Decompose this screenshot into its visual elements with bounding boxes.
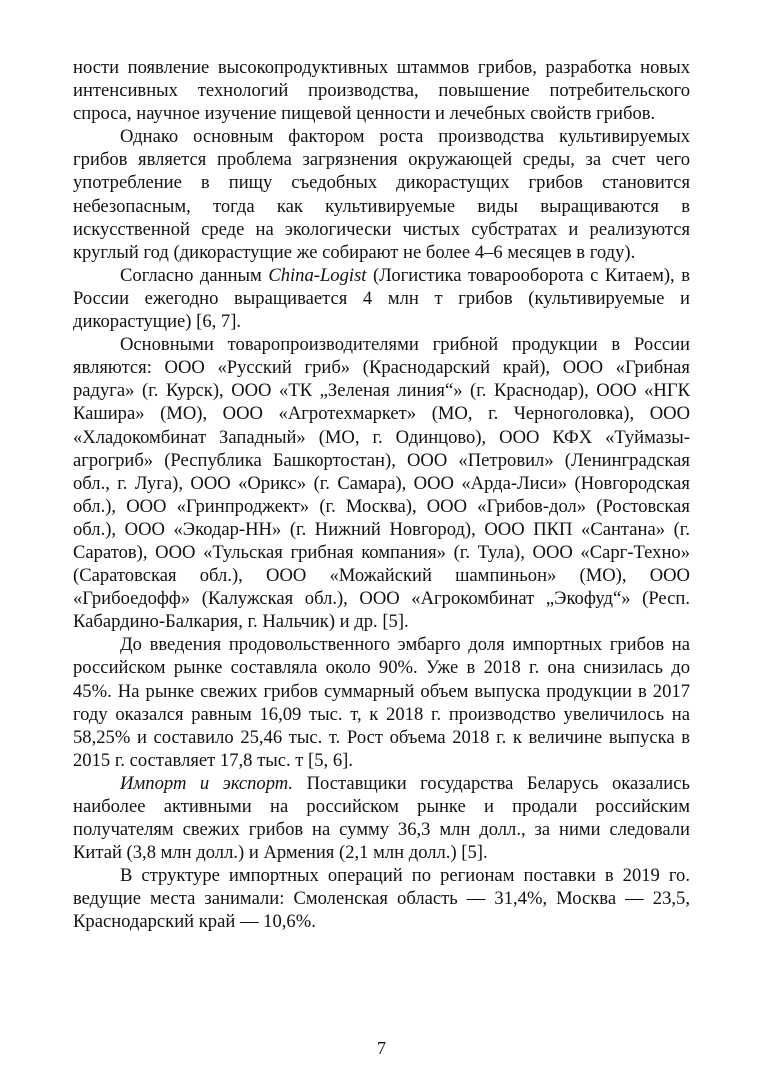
import-export-heading: Импорт и экспорт.	[120, 772, 294, 794]
paragraph-embargo: До введения продовольственного эмбарго доля импортных грибов на российском рынке составляла около 90%. Уже в 2018 г. она снизилась до 45%. На рынке свежих грибов суммарный объем выпуска продукции в 2017 году оказался равным 16,09 тыс. т, к 2018 г. производство увеличилось на 58,25% и составило 25,46 тыс. т. Рост объема 2018 г. к величине выпуска в 2015 г. составляет 17,8 тыс. т [5, 6].	[73, 634, 690, 771]
paragraph-china-logist	[73, 264, 690, 333]
paragraph-import-export	[73, 772, 690, 864]
paragraph-china-logist-start: Согласно данным	[120, 264, 269, 286]
paragraph-continued: ности появление высокопродуктивных штаммов грибов, разработка новых интенсивных технологий производства, повышение потребительского спроса, научное изучение пищевой ценности и лечебных свойств грибов.	[73, 57, 690, 125]
china-logist-term: China-Logist	[268, 264, 367, 286]
paragraph-regions: В структуре импортных операций по регионам поставки в 2019 го. ведущие места занимали: Смоленская область — 31,4%, Москва — 23,5, Краснодарский край — 10,6%.	[73, 865, 690, 933]
paragraph-pollution: Однако основным фактором роста производства культивируемых грибов является проблема загрязнения окружающей среды, за счет чего употребление в пищу съедобных дикорастущих грибов становится небезопасным, тогда как культивируемые виды выращиваются в искусственной среде на экологически чистых субстратах и реализуются круглый год (дикорастущие же собирают не более 4–6 месяцев в году).	[73, 126, 690, 263]
paragraph-import-export-rest: Поставщики государства Беларусь оказались наиболее активными на российском рынке и продали российским получателям свежих грибов на сумму 36,3 млн долл., за ними следовали Китай (3,8 млн долл.) и Армения (2,1 млн долл.) [5].	[73, 772, 690, 864]
paragraph-producers: Основными товаропроизводителями грибной продукции в России являются: ООО «Русский гриб» (Краснодарский край), ООО «Грибная радуга» (г. Курск), ООО «ТК „Зеленая линия“» (г. Краснодар), ООО «НГК Кашира» (МО), ООО «Агротехмаркет» (МО, г. Черноголовка), ООО «Хладокомбинат Западный» (МО, г. Одинцово), ООО КФХ «Туймазы-агрогриб» (Республика Башкортостан), ООО «Петровил» (Ленинградская обл., г. Луга), ООО «Орикс» (г. Самара), ООО «Арда-Лиси» (Новгородская обл.), ООО «Гринпроджект» (г. Москва), ООО «Грибов-дол» (Ростовская обл.), ООО «Экодар-НН» (г. Нижний Новгород), ООО ПКП «Сантана» (г. Саратов), ООО «Тульская грибная компания» (г. Тула), ООО «Сарг-Техно» (Саратовская обл.), ООО «Можайский шампиньон» (МО), ООО «Грибоедофф» (Калужская обл.), ООО «Агрокомбинат „Экофуд“» (Респ. Кабардино-Балкария, г. Нальчик) и др. [5].	[73, 334, 690, 633]
paragraph-china-logist-rest: (Логистика товарооборота с Китаем), в России ежегодно выращивается 4 млн т грибов (культивируемые и дикорастущие) [6, 7].	[73, 264, 690, 333]
page-number: 7	[377, 1038, 386, 1058]
page-body	[73, 56, 690, 934]
